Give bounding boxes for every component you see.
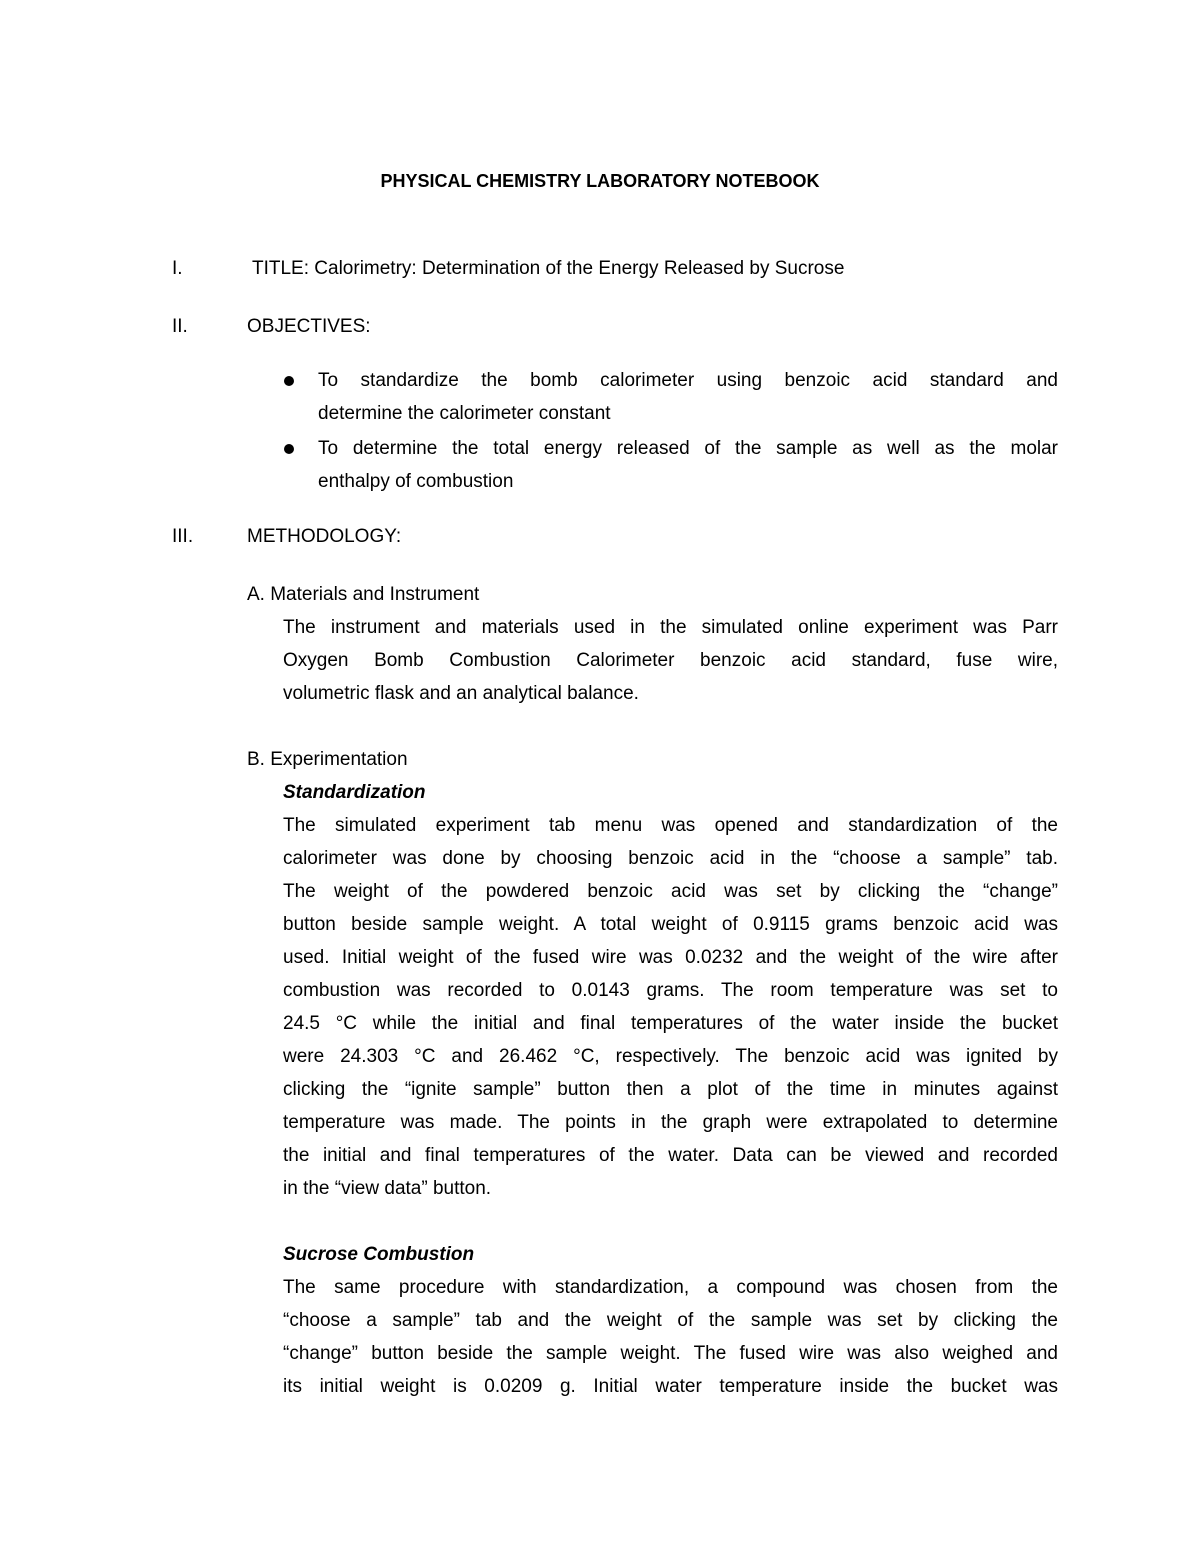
bullet-icon bbox=[284, 444, 294, 454]
objective-line: To determine the total energy released of the sample as well as the molar bbox=[318, 438, 1058, 459]
section-number: II. bbox=[172, 316, 188, 337]
section-objectives: OBJECTIVES: bbox=[247, 316, 371, 337]
paragraph-line: The same procedure with standardization, a compound was chosen from the bbox=[283, 1277, 1058, 1298]
paragraph-line: 24.5 °C while the initial and final temperatures of the water inside the bucket bbox=[283, 1013, 1058, 1034]
paragraph-line: combustion was recorded to 0.0143 grams. The room temperature was set to bbox=[283, 980, 1058, 1001]
paragraph-line: The weight of the powdered benzoic acid was set by clicking the “change” bbox=[283, 881, 1058, 902]
paragraph-line: “change” button beside the sample weight. The fused wire was also weighed and bbox=[283, 1343, 1058, 1364]
paragraph-line: The instrument and materials used in the simulated online experiment was Parr bbox=[283, 617, 1058, 638]
section-methodology: METHODOLOGY: bbox=[247, 526, 402, 547]
paragraph-line: volumetric flask and an analytical balance. bbox=[283, 683, 639, 704]
paragraph-line: its initial weight is 0.0209 g. Initial water temperature inside the bucket was bbox=[283, 1376, 1058, 1397]
paragraph-line: were 24.303 °C and 26.462 °C, respectively. The benzoic acid was ignited by bbox=[283, 1046, 1058, 1067]
page-title: PHYSICAL CHEMISTRY LABORATORY NOTEBOOK bbox=[380, 171, 820, 191]
standardization-heading: Standardization bbox=[283, 782, 426, 803]
objective-line: determine the calorimeter constant bbox=[318, 403, 611, 424]
paragraph-line: used. Initial weight of the fused wire was 0.0232 and the weight of the wire after bbox=[283, 947, 1058, 968]
paragraph-line: The simulated experiment tab menu was opened and standardization of the bbox=[283, 815, 1058, 836]
paragraph-line: in the “view data” button. bbox=[283, 1178, 492, 1199]
paragraph-line: clicking the “ignite sample” button then a plot of the time in minutes against bbox=[283, 1079, 1058, 1100]
objective-line: To standardize the bomb calorimeter using benzoic acid standard and bbox=[318, 370, 1058, 391]
paragraph-line: Oxygen Bomb Combustion Calorimeter benzoic acid standard, fuse wire, bbox=[283, 650, 1058, 671]
paragraph-line: “choose a sample” tab and the weight of the sample was set by clicking the bbox=[283, 1310, 1058, 1331]
paragraph-line: the initial and final temperatures of the water. Data can be viewed and recorded bbox=[283, 1145, 1058, 1166]
paragraph-line: calorimeter was done by choosing benzoic acid in the “choose a sample” tab. bbox=[283, 848, 1058, 869]
objective-line: enthalpy of combustion bbox=[318, 471, 514, 492]
section-title: TITLE: Calorimetry: Determination of the Energy Released by Sucrose bbox=[252, 258, 845, 279]
subsection-heading: B. Experimentation bbox=[247, 749, 408, 770]
section-number: I. bbox=[172, 258, 183, 279]
paragraph-line: temperature was made. The points in the graph were extrapolated to determine bbox=[283, 1112, 1058, 1133]
section-number: III. bbox=[172, 526, 194, 547]
bullet-icon bbox=[284, 376, 294, 386]
sucrose-heading: Sucrose Combustion bbox=[283, 1244, 475, 1265]
subsection-heading: A. Materials and Instrument bbox=[247, 584, 480, 605]
paragraph-line: button beside sample weight. A total weight of 0.9115 grams benzoic acid was bbox=[283, 914, 1058, 935]
